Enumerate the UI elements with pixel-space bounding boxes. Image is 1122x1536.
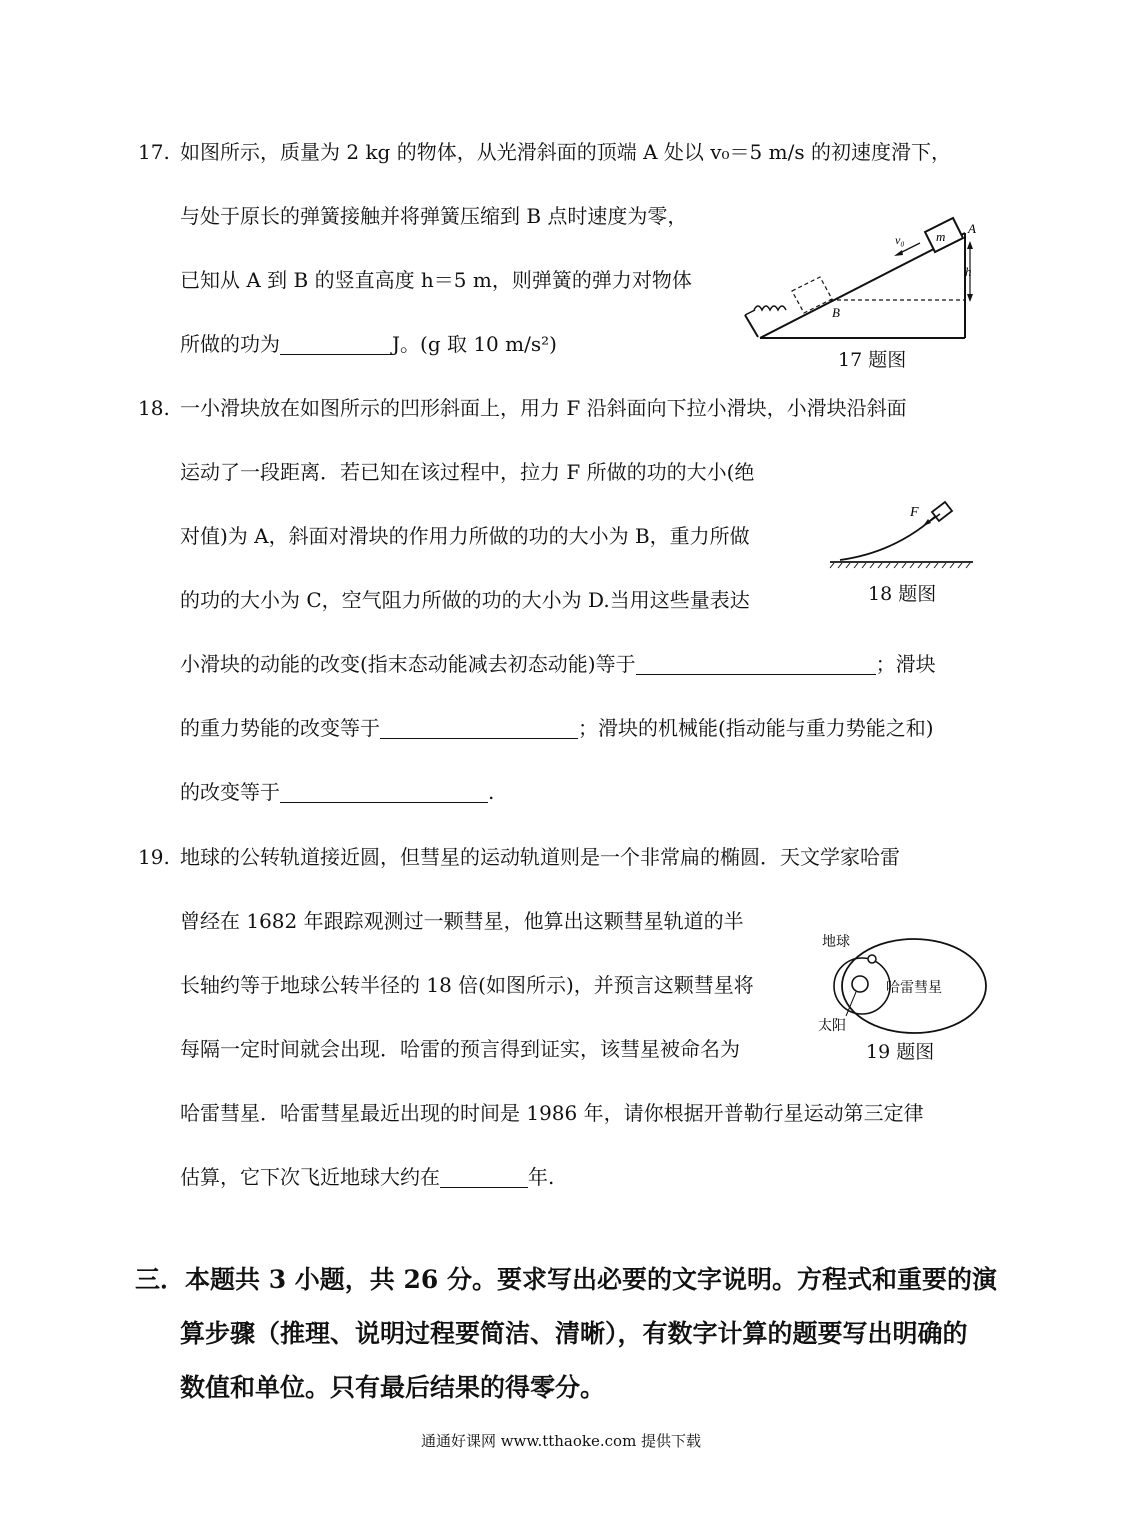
q18-answer1-blank[interactable] [636, 654, 876, 675]
q18-line3: 对值)为 A，斜面对滑块的作用力所做的功的大小为 B，重力所做 [180, 524, 750, 548]
q18-line5 [180, 650, 936, 678]
q17-line4 [180, 330, 557, 358]
q18-line4: 的功的大小为 C，空气阻力所做的功的大小为 D.当用这些量表达 [180, 588, 750, 612]
q19-line6 [180, 1163, 554, 1191]
q18-number: 18. [138, 396, 170, 420]
q19-line2: 曾经在 1682 年跟踪观测过一颗彗星，他算出这颗彗星轨道的半 [180, 909, 744, 933]
q17-label-m: m [936, 229, 946, 244]
q19-label-sun: 太阳 [818, 1018, 846, 1034]
q17-figure [740, 215, 980, 365]
q19-answer-blank[interactable] [440, 1167, 528, 1188]
q18-line6-suffix: ；滑块的机械能(指动能与重力势能之和) [578, 716, 934, 740]
q19-line5: 哈雷彗星．哈雷彗星最近出现的时间是 1986 年，请你根据开普勒行星运动第三定律 [180, 1101, 924, 1125]
q18-line7-prefix: 的改变等于 [180, 780, 280, 804]
q18-answer2-blank[interactable] [380, 718, 578, 739]
q18-answer3-blank[interactable] [280, 782, 488, 803]
q17-label-h: h [965, 264, 972, 279]
q17-line4-suffix: J。(g 取 10 m/s²) [392, 332, 557, 356]
q18-line6-prefix: 的重力势能的改变等于 [180, 716, 380, 740]
q19-line6-prefix: 估算，它下次飞近地球大约在 [180, 1165, 440, 1189]
q17-line4-prefix: 所做的功为 [180, 332, 280, 356]
q18-figure [828, 492, 978, 572]
q19-line4: 每隔一定时间就会出现．哈雷的预言得到证实，该彗星被命名为 [180, 1037, 740, 1061]
q18-caption: 18 题图 [868, 583, 937, 605]
q18-line6 [180, 714, 934, 742]
q17-answer-blank[interactable] [280, 334, 392, 355]
section3-line1: 三．本题共 3 小题，共 26 分。要求写出必要的文字说明。方程式和重要的演 [135, 1265, 998, 1294]
q18-label-F: F [910, 505, 919, 520]
q19-figure [812, 930, 992, 1040]
q17-number: 17. [138, 140, 170, 164]
q18-line7 [180, 778, 494, 806]
q18-line1: 一小滑块放在如图所示的凹形斜面上，用力 F 沿斜面向下拉小滑块，小滑块沿斜面 [180, 396, 907, 420]
q17-label-A: A [968, 221, 976, 236]
q19-line1: 地球的公转轨道接近圆，但彗星的运动轨道则是一个非常扁的椭圆．天文学家哈雷 [180, 845, 900, 869]
q17-label-B: B [832, 305, 840, 320]
q17-line3: 已知从 A 到 B 的竖直高度 h＝5 m，则弹簧的弹力对物体 [180, 268, 692, 292]
q17-line1: 如图所示，质量为 2 kg 的物体，从光滑斜面的顶端 A 处以 v₀＝5 m/s 的初速度滑下， [180, 140, 951, 164]
page-footer: 通通好课网 www.tthaoke.com 提供下载 [420, 1432, 702, 1450]
q19-label-earth: 地球 [822, 934, 850, 950]
q19-label-comet: 哈雷彗星 [886, 980, 942, 996]
q17-label-v0: v₀ [895, 233, 905, 247]
q19-number: 19. [138, 845, 170, 869]
q17-caption: 17 题图 [838, 349, 907, 371]
q19-line6-suffix: 年. [528, 1165, 555, 1189]
q17-line2: 与处于原长的弹簧接触并将弹簧压缩到 B 点时速度为零， [180, 204, 688, 228]
q18-line5-suffix: ；滑块 [875, 652, 936, 676]
q19-caption: 19 题图 [866, 1041, 935, 1063]
q18-line7-suffix: . [488, 780, 495, 804]
q19-line3: 长轴约等于地球公转半径的 18 倍(如图所示)，并预言这颗彗星将 [180, 973, 754, 997]
q18-line5-prefix: 小滑块的动能的改变(指末态动能减去初态动能)等于 [180, 652, 636, 676]
q18-line2: 运动了一段距离．若已知在该过程中，拉力 F 所做的功的大小(绝 [180, 460, 755, 484]
section3-line3: 数值和单位。只有最后结果的得零分。 [180, 1373, 606, 1402]
section3-line2: 算步骤（推理、说明过程要简洁、清晰），有数字计算的题要写出明确的 [180, 1319, 968, 1348]
